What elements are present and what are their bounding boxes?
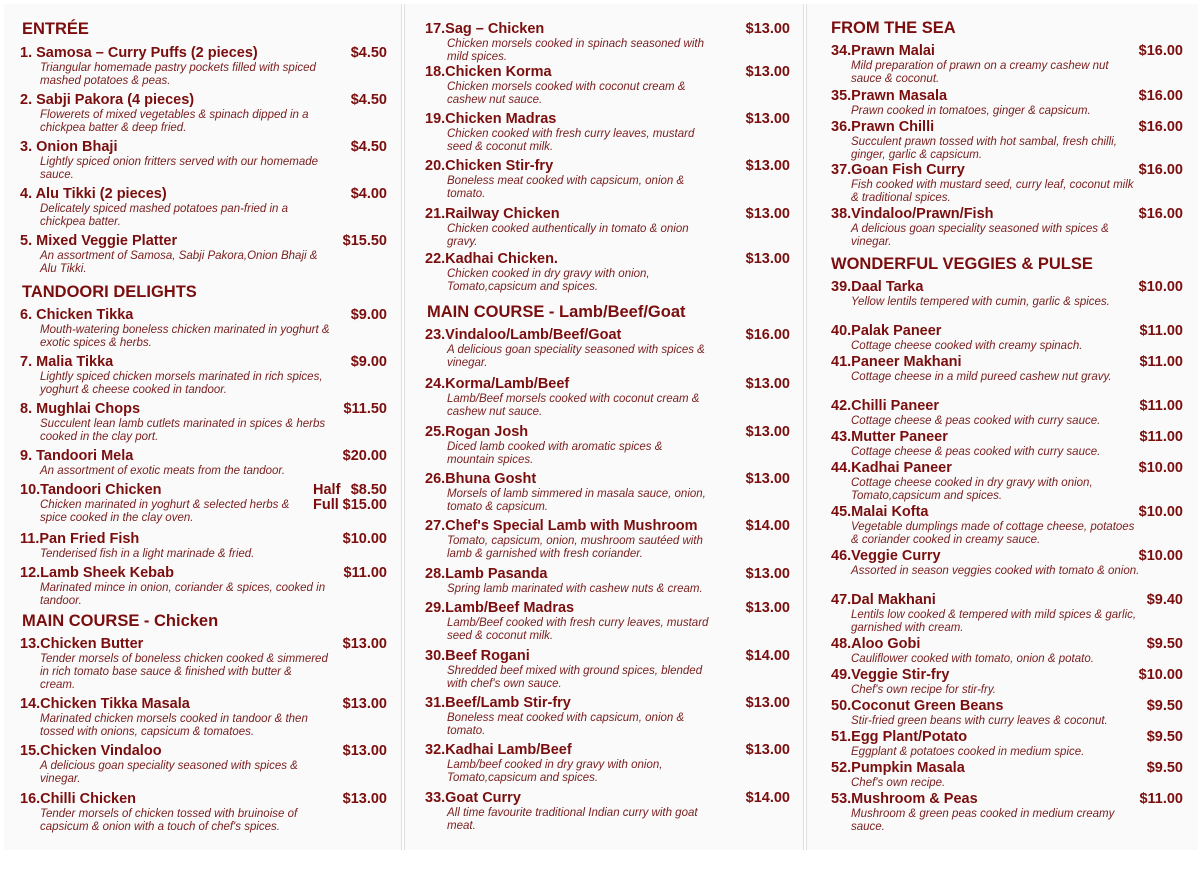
item-description: Vegetable dumplings made of cottage cheese, potatoes & coriander cooked in creamy sauce. xyxy=(851,521,1135,546)
item-price: $9.00 xyxy=(350,354,387,370)
section-title-entree: ENTRÉE xyxy=(22,20,89,38)
item-name: 30.Beef Rogani xyxy=(425,648,530,664)
item-name: 44.Kadhai Paneer xyxy=(831,460,952,476)
item-description: Boneless meat cooked with capsicum, onion & tomato. xyxy=(447,712,685,737)
item-name: 16.Chilli Chicken xyxy=(20,791,137,807)
item-name: 19.Chicken Madras xyxy=(425,111,557,127)
item-name: 32.Kadhai Lamb/Beef xyxy=(425,742,572,758)
item-name: 23.Vindaloo/Lamb/Beef/Goat xyxy=(425,327,622,343)
item-price: $14.00 xyxy=(745,518,790,534)
item-description: An assortment of Samosa, Sabji Pakora,Onion Bhaji & Alu Tikki. xyxy=(40,250,318,275)
item-description: An assortment of exotic meats from the tandoor. xyxy=(40,465,286,477)
item-name: 22.Kadhai Chicken. xyxy=(425,251,558,267)
item-name: 10.Tandoori Chicken xyxy=(20,482,162,498)
item-price: $10.00 xyxy=(1138,548,1183,564)
item-description: Chicken morsels cooked with coconut cream & cashew nut sauce. xyxy=(447,81,686,106)
item-description: Cottage cheese cooked with creamy spinach. xyxy=(851,340,1083,352)
item-name: 41.Paneer Makhani xyxy=(831,354,962,370)
item-price: $14.00 xyxy=(745,648,790,664)
item-price: $13.00 xyxy=(745,251,790,267)
item-price: $13.00 xyxy=(745,376,790,392)
item-price: $13.00 xyxy=(745,695,790,711)
item-name: 53.Mushroom & Peas xyxy=(831,791,978,807)
item-description: Lamb/beef cooked in dry gravy with onion, Tomato,capsicum and spices. xyxy=(447,759,663,784)
item-description: Lightly spiced chicken morsels marinated in rich spices, yoghurt & cheese cooked in tandoor. xyxy=(40,371,323,396)
item-name: 8. Mughlai Chops xyxy=(20,401,141,417)
item-description: Flowerets of mixed vegetables & spinach dipped in a chickpea batter & deep fried. xyxy=(40,109,309,134)
item-price: $11.00 xyxy=(343,565,387,581)
item-description: Stir-fried green beans with curry leaves & coconut. xyxy=(851,715,1108,727)
item-description: Boneless meat cooked with capsicum, onion & tomato. xyxy=(447,175,685,200)
item-description: Marinated chicken morsels cooked in tandoor & then tossed with onions, capsicum & tomatoes. xyxy=(40,713,308,738)
item-name: 39.Daal Tarka xyxy=(831,279,924,295)
item-price: $16.00 xyxy=(1138,162,1183,178)
item-description: Assorted in season veggies cooked with tomato & onion. xyxy=(851,565,1140,577)
item-price: $4.00 xyxy=(350,186,387,202)
item-name: 3. Onion Bhaji xyxy=(20,139,118,155)
item-name: 35.Prawn Masala xyxy=(831,88,948,104)
item-price: $13.00 xyxy=(745,471,790,487)
item-price: $16.00 xyxy=(1138,206,1183,222)
item-name: 49.Veggie Stir-fry xyxy=(831,667,950,683)
item-price: $9.50 xyxy=(1146,760,1183,776)
item-price: $10.00 xyxy=(342,531,387,547)
item-name: 43.Mutter Paneer xyxy=(831,429,948,445)
item-price: $20.00 xyxy=(342,448,387,464)
item-price: $14.00 xyxy=(745,790,790,806)
item-price: $4.50 xyxy=(350,45,387,61)
item-price: $16.00 xyxy=(1138,88,1183,104)
item-name: 4. Alu Tikki (2 pieces) xyxy=(20,186,167,202)
item-name: 15.Chicken Vindaloo xyxy=(20,743,162,759)
price-half: $8.50 xyxy=(350,482,387,498)
item-price: $15.50 xyxy=(342,233,387,249)
item-price: $10.00 xyxy=(1138,460,1183,476)
item-price: $10.00 xyxy=(1138,279,1183,295)
item-description: Triangular homemade pastry pockets filled with spiced mashed potatoes & peas. xyxy=(40,62,316,87)
item-description: A delicious goan speciality seasoned with spices & vinegar. xyxy=(40,760,298,785)
item-description: Tender morsels of chicken tossed with bruinoise of capsicum & onion with a touch of chef's spices. xyxy=(40,808,298,833)
item-name: 40.Palak Paneer xyxy=(831,323,942,339)
item-name: 5. Mixed Veggie Platter xyxy=(20,233,178,249)
item-name: 46.Veggie Curry xyxy=(831,548,941,564)
item-name: 38.Vindaloo/Prawn/Fish xyxy=(831,206,994,222)
item-name: 11.Pan Fried Fish xyxy=(20,531,140,547)
item-price: $11.00 xyxy=(1139,354,1183,370)
item-name: 17.Sag – Chicken xyxy=(425,21,545,37)
item-description: Lentils low cooked & tempered with mild spices & garlic, garnished with cream. xyxy=(851,609,1137,634)
item-name: 45.Malai Kofta xyxy=(831,504,929,520)
item-price: $9.50 xyxy=(1146,729,1183,745)
item-name: 34.Prawn Malai xyxy=(831,43,935,59)
item-description: Cottage cheese & peas cooked with curry sauce. xyxy=(851,415,1101,427)
item-price: $13.00 xyxy=(745,158,790,174)
item-description: Succulent lean lamb cutlets marinated in spices & herbs cooked in the clay port. xyxy=(40,418,326,443)
item-description: Chicken cooked authentically in tomato & onion gravy. xyxy=(447,223,689,248)
item-description: Eggplant & potatoes cooked in medium spice. xyxy=(851,746,1085,758)
item-name: 20.Chicken Stir-fry xyxy=(425,158,554,174)
item-name: 12.Lamb Sheek Kebab xyxy=(20,565,174,581)
item-price: $11.00 xyxy=(1139,323,1183,339)
item-price: $13.00 xyxy=(745,111,790,127)
item-price: $11.00 xyxy=(1139,429,1183,445)
item-description: Lamb/Beef cooked with fresh curry leaves, mustard seed & coconut milk. xyxy=(447,617,709,642)
item-price: $10.00 xyxy=(1138,504,1183,520)
item-price: $13.00 xyxy=(342,636,387,652)
item-name: 7. Malia Tikka xyxy=(20,354,114,370)
item-price: $13.00 xyxy=(745,566,790,582)
item-price: $4.50 xyxy=(350,139,387,155)
item-name: 9. Tandoori Mela xyxy=(20,448,134,464)
item-description: Succulent prawn tossed with hot sambal, fresh chilli, ginger, garlic & capsicum. xyxy=(851,136,1117,161)
item-price: $11.50 xyxy=(343,401,387,417)
item-name: 21.Railway Chicken xyxy=(425,206,560,222)
item-name: 25.Rogan Josh xyxy=(425,424,529,440)
item-name: 31.Beef/Lamb Stir-fry xyxy=(425,695,571,711)
item-name: 24.Korma/Lamb/Beef xyxy=(425,376,570,392)
item-description: Spring lamb marinated with cashew nuts & cream. xyxy=(447,583,703,595)
section-title-veggies: WONDERFUL VEGGIES & PULSE xyxy=(831,255,1093,273)
price-full-label: Full xyxy=(313,497,339,513)
section-title-tandoori: TANDOORI DELIGHTS xyxy=(22,283,197,301)
item-description: Mild preparation of prawn on a creamy cashew nut sauce & coconut. xyxy=(851,60,1109,85)
item-description: Delicately spiced mashed potatoes pan-fried in a chickpea batter. xyxy=(40,203,289,228)
item-description: Lightly spiced onion fritters served with our homemade sauce. xyxy=(40,156,319,181)
item-name: 33.Goat Curry xyxy=(425,790,521,806)
item-description: Prawn cooked in tomatoes, ginger & capsicum. xyxy=(851,105,1091,117)
item-name: 48.Aloo Gobi xyxy=(831,636,921,652)
item-description: Mouth-watering boneless chicken marinated in yoghurt & exotic spices & herbs. xyxy=(40,324,330,349)
item-description: Mushroom & green peas cooked in medium creamy sauce. xyxy=(851,808,1115,833)
section-title-main-lamb: MAIN COURSE - Lamb/Beef/Goat xyxy=(427,303,686,321)
item-price: $13.00 xyxy=(342,791,387,807)
item-description: A delicious goan speciality seasoned with spices & vinegar. xyxy=(447,344,705,369)
item-description: Fish cooked with mustard seed, curry leaf, coconut milk & traditional spices. xyxy=(851,179,1134,204)
item-price: $9.50 xyxy=(1146,698,1183,714)
item-price: $13.00 xyxy=(342,743,387,759)
item-description: Chef's own recipe. xyxy=(851,777,946,789)
item-description: Chicken morsels cooked in spinach seasoned with mild spices. xyxy=(447,38,704,63)
item-description: Chicken marinated in yoghurt & selected herbs & spice cooked in the clay oven. xyxy=(40,499,290,524)
item-name: 36.Prawn Chilli xyxy=(831,119,935,135)
price-full: $15.00 xyxy=(342,497,387,513)
item-name: 28.Lamb Pasanda xyxy=(425,566,548,582)
item-description: Yellow lentils tempered with cumin, garlic & spices. xyxy=(851,296,1110,308)
section-title-main-chicken: MAIN COURSE - Chicken xyxy=(22,612,219,630)
item-description: A delicious goan speciality seasoned with spices & vinegar. xyxy=(851,223,1109,248)
item-name: 2. Sabji Pakora (4 pieces) xyxy=(20,92,195,108)
item-name: 18.Chicken Korma xyxy=(425,64,552,80)
item-description: Cottage cheese cooked in dry gravy with onion, Tomato,capsicum and spices. xyxy=(851,477,1093,502)
item-description: Cauliflower cooked with tomato, onion & potato. xyxy=(851,653,1094,665)
item-price: $13.00 xyxy=(745,206,790,222)
item-price: $4.50 xyxy=(350,92,387,108)
item-description: Morsels of lamb simmered in masala sauce, onion, tomato & capsicum. xyxy=(447,488,706,513)
item-description: Cottage cheese & peas cooked with curry sauce. xyxy=(851,446,1101,458)
item-name: 14.Chicken Tikka Masala xyxy=(20,696,190,712)
item-description: Tender morsels of boneless chicken cooked & simmered in rich tomato base sauce & finished with butter & cream. xyxy=(40,653,328,691)
item-name: 37.Goan Fish Curry xyxy=(831,162,965,178)
price-half-label: Half xyxy=(313,482,341,498)
item-price: $16.00 xyxy=(1138,43,1183,59)
item-price: $10.00 xyxy=(1138,667,1183,683)
item-name: 6. Chicken Tikka xyxy=(20,307,134,323)
item-description: Chicken cooked in dry gravy with onion, Tomato,capsicum and spices. xyxy=(447,268,650,293)
item-name: 29.Lamb/Beef Madras xyxy=(425,600,575,616)
item-description: Chicken cooked with fresh curry leaves, mustard seed & coconut milk. xyxy=(447,128,695,153)
item-price: $9.50 xyxy=(1146,636,1183,652)
item-description: Lamb/Beef morsels cooked with coconut cream & cashew nut sauce. xyxy=(447,393,700,418)
item-name: 26.Bhuna Gosht xyxy=(425,471,537,487)
item-description: Tomato, capsicum, onion, mushroom sautéed with lamb & garnished with fresh coriander. xyxy=(447,535,703,560)
item-price: $13.00 xyxy=(745,64,790,80)
item-description: Chef's own recipe for stir-fry. xyxy=(851,684,996,696)
item-name: 27.Chef's Special Lamb with Mushroom xyxy=(425,518,698,534)
item-name: 42.Chilli Paneer xyxy=(831,398,939,414)
item-name: 51.Egg Plant/Potato xyxy=(831,729,968,745)
item-price: $11.00 xyxy=(1139,791,1183,807)
item-name: 50.Coconut Green Beans xyxy=(831,698,1004,714)
item-name: 52.Pumpkin Masala xyxy=(831,760,965,776)
item-description: Marinated mince in onion, coriander & spices, cooked in tandoor. xyxy=(40,582,326,607)
item-description: Shredded beef mixed with ground spices, blended with chef's own sauce. xyxy=(447,665,703,690)
item-description: Diced lamb cooked with aromatic spices & mountain spices. xyxy=(447,441,663,466)
item-description: All time favourite traditional Indian curry with goat meat. xyxy=(447,807,698,832)
section-title-from-the-sea: FROM THE SEA xyxy=(831,19,956,37)
item-description: Cottage cheese in a mild pureed cashew nut gravy. xyxy=(851,371,1112,383)
item-price: $13.00 xyxy=(342,696,387,712)
item-price: $13.00 xyxy=(745,600,790,616)
item-price: $16.00 xyxy=(745,327,790,343)
item-name: 47.Dal Makhani xyxy=(831,592,936,608)
item-price: $9.00 xyxy=(350,307,387,323)
item-price: $16.00 xyxy=(1138,119,1183,135)
item-price: $13.00 xyxy=(745,424,790,440)
item-name: 13.Chicken Butter xyxy=(20,636,144,652)
item-price: $9.40 xyxy=(1146,592,1183,608)
item-description: Tenderised fish in a light marinade & fried. xyxy=(40,548,255,560)
item-price: $13.00 xyxy=(745,21,790,37)
item-name: 1. Samosa – Curry Puffs (2 pieces) xyxy=(20,45,258,61)
item-price: $13.00 xyxy=(745,742,790,758)
item-price: $11.00 xyxy=(1139,398,1183,414)
